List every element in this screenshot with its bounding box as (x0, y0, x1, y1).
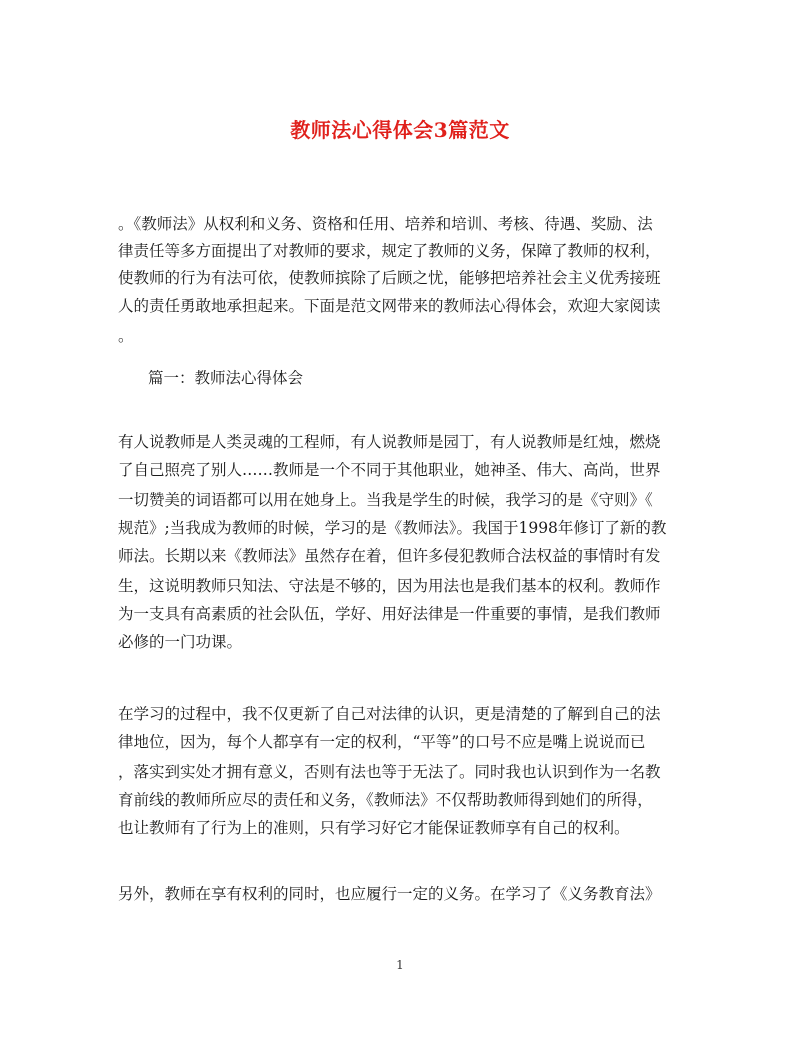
text-line: 。《教师法》从权利和义务、资格和任用、培养和培训、考核、待遇、奖励、法 (118, 215, 653, 233)
text-line: 在学习的过程中，我不仅更新了自己对法律的认识，更是清楚的了解到自己的法 (118, 705, 661, 723)
text-line: 人的责任勇敢地承担起来。下面是范文网带来的教师法心得体会，欢迎大家阅读 (118, 297, 661, 315)
text-line: 一切赞美的词语都可以用在她身上。当我是学生的时候，我学习的是《守则》《 (118, 491, 653, 509)
text-line: 。 (118, 327, 134, 345)
text-line: 师法。长期以来《教师法》虽然存在着，但许多侵犯教师合法权益的事情时有发 (118, 547, 661, 565)
text-line: ，落实到实处才拥有意义，否则有法也等于无法了。同时我也认识到作为一名教 (118, 763, 661, 781)
section-heading: 篇一：教师法心得体会 (148, 369, 304, 387)
text-line: 为一支具有高素质的社会队伍，学好、用好法律是一件重要的事情，是我们教师 (118, 605, 661, 623)
document-title: 教师法心得体会3篇范文 (290, 118, 510, 142)
text-line: 另外，教师在享有权利的同时，也应履行一定的义务。在学习了《义务教育法》 (118, 885, 661, 903)
text-line: 也让教师有了行为上的准则，只有学习好它才能保证教师享有自己的权利。 (118, 819, 630, 837)
text-line: 使教师的行为有法可依，使教师摈除了后顾之忧，能够把培养社会主义优秀接班 (118, 269, 661, 287)
text-line: 律责任等多方面提出了对教师的要求，规定了教师的义务，保障了教师的权利， (118, 242, 661, 260)
text-line: 了自己照亮了别人……教师是一个不同于其他职业，她神圣、伟大、高尚，世界 (118, 461, 661, 479)
text-line: 律地位，因为，每个人都享有一定的权利，“平等”的口号不应是嘴上说说而已 (118, 733, 646, 751)
page-number: 1 (396, 958, 404, 972)
text-line: 生，这说明教师只知法、守法是不够的，因为用法也是我们基本的权利。教师作 (118, 577, 661, 595)
text-line: 必修的一门功课。 (118, 633, 243, 651)
text-line: 有人说教师是人类灵魂的工程师，有人说教师是园丁，有人说教师是红烛，燃烧 (118, 433, 661, 451)
text-line: 规范》;当我成为教师的时候，学习的是《教师法》。我国于1998年修订了新的教 (118, 519, 667, 537)
text-line: 育前线的教师所应尽的责任和义务，《教师法》不仅帮助教师得到她们的所得， (118, 791, 653, 809)
